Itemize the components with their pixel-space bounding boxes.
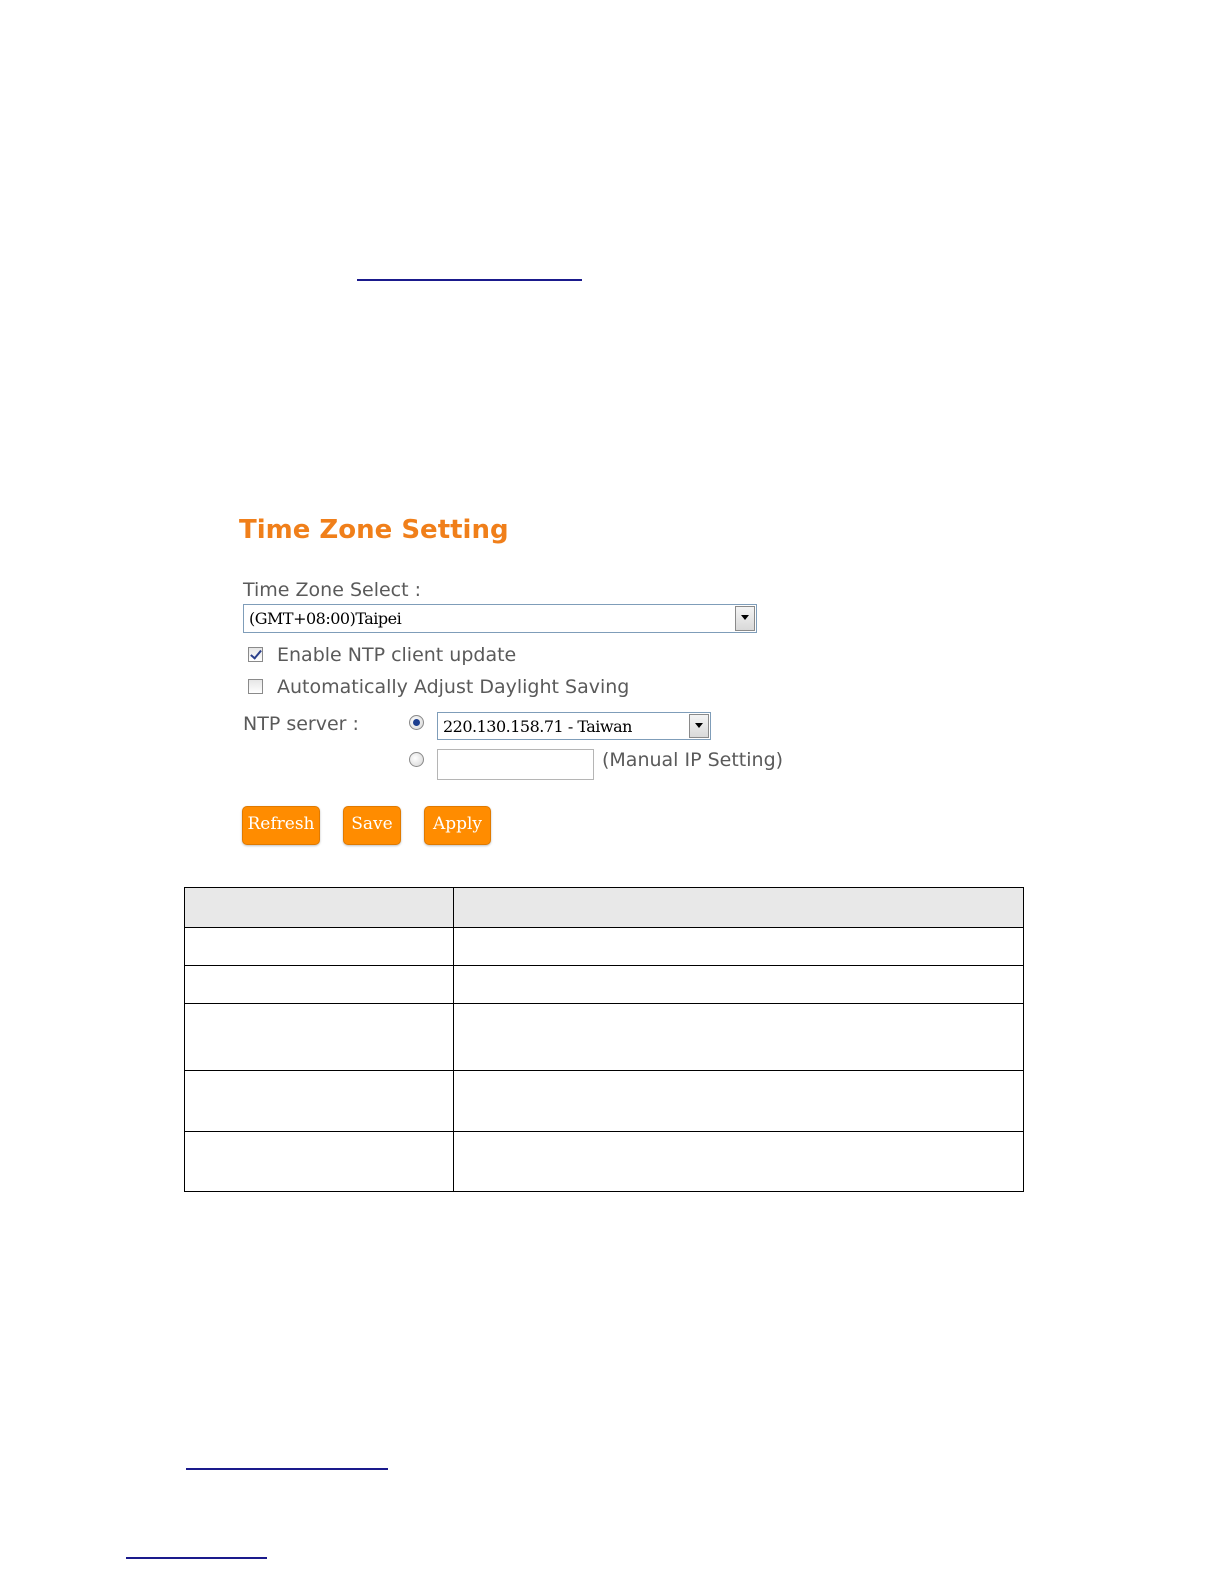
table-cell [454,966,1024,1004]
manual-ip-input[interactable] [437,749,594,780]
table-cell [454,928,1024,966]
table-cell [185,1071,454,1132]
save-button[interactable]: Save [343,806,401,845]
table-header-row [185,888,1024,928]
table-cell [454,1071,1024,1132]
ntp-preset-radio[interactable] [409,715,424,730]
table-cell [185,1004,454,1071]
time-zone-select-value: (GMT+08:00)Taipei [249,609,402,628]
panel-title: Time Zone Setting [239,515,509,545]
ntp-manual-radio[interactable] [409,752,424,767]
table-header-cell [454,888,1024,928]
footnote-link-underline[interactable] [186,1468,388,1470]
bottom-link-underline[interactable] [126,1557,267,1559]
daylight-saving-label: Automatically Adjust Daylight Saving [277,676,630,698]
table-row [185,966,1024,1004]
table-row [185,928,1024,966]
ntp-server-select[interactable] [437,712,711,740]
apply-button[interactable]: Apply [424,806,491,845]
time-zone-label: Time Zone Select : [243,579,422,601]
settings-table [184,887,1024,1192]
table-cell [454,1132,1024,1192]
top-link-underline[interactable] [357,279,582,281]
table-cell [185,966,454,1004]
enable-ntp-label: Enable NTP client update [277,644,517,666]
manual-ip-label: (Manual IP Setting) [602,749,784,771]
enable-ntp-checkbox[interactable] [248,647,263,662]
refresh-button[interactable]: Refresh [242,806,320,845]
ntp-server-label: NTP server : [243,713,359,735]
ntp-server-select-value: 220.130.158.71 - Taiwan [443,717,632,736]
table-cell [454,1004,1024,1071]
time-zone-select[interactable] [243,604,757,633]
table-header-cell [185,888,454,928]
table-row [185,1071,1024,1132]
chevron-down-icon[interactable] [735,606,755,631]
table-cell [185,928,454,966]
table-cell [185,1132,454,1192]
table-row [185,1132,1024,1192]
chevron-down-icon[interactable] [689,714,709,738]
daylight-saving-checkbox[interactable] [248,679,263,694]
table-row [185,1004,1024,1071]
